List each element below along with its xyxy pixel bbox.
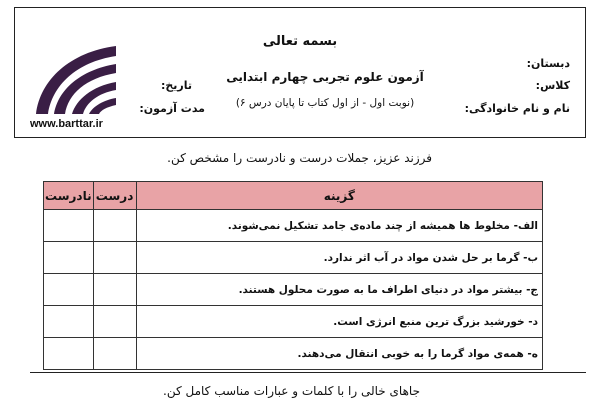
table-row (44, 210, 543, 242)
false-answer-cell[interactable] (44, 306, 94, 338)
bismillah: بسمه تعالی (262, 34, 338, 49)
option-column-header: گزینه (136, 182, 542, 210)
false-answer-cell[interactable] (44, 274, 94, 306)
false-answer-cell[interactable] (44, 242, 94, 274)
header-frame-top (14, 7, 586, 8)
exam-title: آزمون علوم تجربی چهارم ابتدایی (226, 70, 424, 84)
table-row (44, 338, 543, 370)
header-frame-left (14, 7, 15, 137)
true-answer-cell[interactable] (93, 210, 136, 242)
true-answer-cell[interactable] (93, 242, 136, 274)
true-answer-cell[interactable] (93, 306, 136, 338)
statement-cell: د- خورشید بزرگ ترین منبع انرژی است. (136, 306, 542, 338)
false-column-header: نادرست (44, 182, 94, 210)
table-header-row (44, 182, 543, 210)
table-row (44, 306, 543, 338)
duration-label: مدت آزمون: (139, 102, 205, 115)
website-label: www.barttar.ir (30, 118, 103, 130)
name-label: نام و نام خانوادگی: (464, 102, 570, 115)
section-separator (30, 372, 586, 373)
section2-instruction: جاهای خالی را با کلمات و عبارات مناسب کامل کن. (163, 384, 420, 398)
true-false-table (43, 181, 543, 370)
class-label: کلاس: (535, 79, 570, 92)
header-separator (14, 137, 586, 138)
school-label: دبستان: (526, 57, 570, 70)
header-frame-right (585, 7, 586, 137)
true-column-header: درست (93, 182, 136, 210)
false-answer-cell[interactable] (44, 210, 94, 242)
statement-cell: ب- گرما بر حل شدن مواد در آب اثر ندارد. (136, 242, 542, 274)
exam-subtitle: (نوبت اول - از اول کتاب تا پایان درس ۶) (235, 97, 415, 109)
barttar-logo-icon (30, 40, 118, 118)
statement-cell: الف- مخلوط ها همیشه از چند ماده‌ی جامد تشکیل نمی‌شوند. (136, 210, 542, 242)
section1-instruction: فرزند عزیز، جملات درست و نادرست را مشخص کن. (167, 151, 432, 165)
false-answer-cell[interactable] (44, 338, 94, 370)
statement-cell: ج- بیشتر مواد در دنیای اطراف ما به صورت محلول هستند. (136, 274, 542, 306)
table-row (44, 242, 543, 274)
statement-cell: ه- همه‌ی مواد گرما را به خوبی انتقال می‌دهند. (136, 338, 542, 370)
true-answer-cell[interactable] (93, 338, 136, 370)
true-answer-cell[interactable] (93, 274, 136, 306)
table-row (44, 274, 543, 306)
date-label: تاریخ: (160, 79, 192, 92)
